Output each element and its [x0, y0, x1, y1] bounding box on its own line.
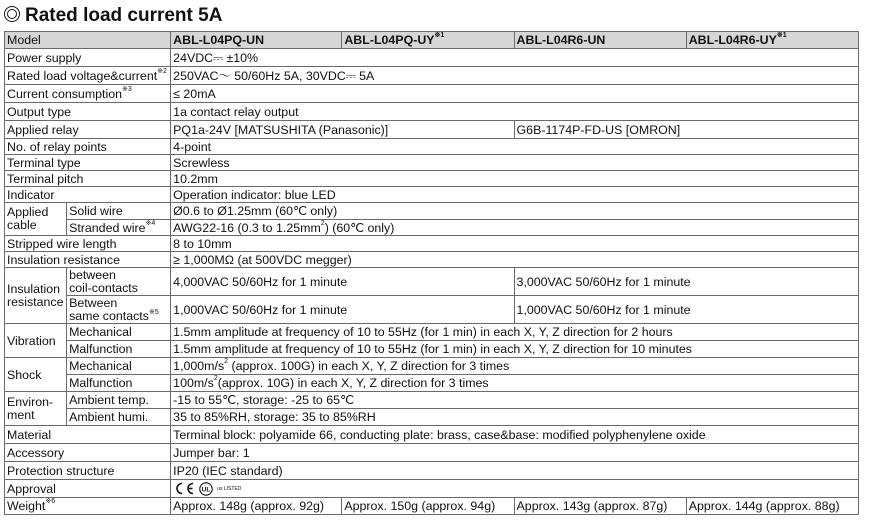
row-label: Indicator	[5, 187, 171, 203]
row-value: Screwless	[171, 155, 859, 171]
row-value: -15 to 55℃, storage: -25 to 65℃	[171, 392, 859, 409]
group-label-vibration: Vibration	[5, 324, 67, 358]
sub-label: Ambient humi.	[67, 409, 171, 426]
row-label: Current consumption$^{※3}$	[5, 85, 171, 103]
table-row	[5, 220, 859, 236]
sub-label: between coil-contacts	[67, 268, 171, 296]
model-label: Model	[5, 32, 171, 49]
row-value: 24VDC⎓ ±10%	[171, 49, 859, 67]
table-row	[5, 236, 859, 252]
table-row	[5, 375, 859, 392]
row-value: AWG22-16 (0.3 to $1.25mm^2$) (60℃ only)	[171, 220, 859, 236]
model-4: ABL-L04R6-UY$^{※1}$	[686, 32, 858, 49]
row-value-pq: 1,000VAC 50/60Hz for 1 minute	[171, 296, 514, 324]
row-value: 1a contact relay output	[171, 103, 859, 121]
row-label: Accessory	[5, 444, 171, 462]
model-2: ABL-L04PQ-UY$^{※1}$	[342, 32, 514, 49]
row-label: Power supply	[5, 49, 171, 67]
row-value: Terminal block: polyamide 66, conducting plate: brass, case&base: modified polyphenylene oxide	[171, 426, 859, 444]
model-3: ABL-L04R6-UN	[514, 32, 686, 49]
weight-2: Approx. 150g (approx. 94g)	[342, 498, 514, 515]
double-circle-icon	[4, 6, 20, 22]
row-label: Insulation resistance	[5, 252, 171, 268]
table-row	[5, 426, 859, 444]
sub-label: Between same contacts$^{※5}$	[67, 296, 171, 324]
row-value: 10.2mm	[171, 171, 859, 187]
table-row	[5, 444, 859, 462]
table-row	[5, 139, 859, 155]
row-value: ≥ 1,000MΩ (at 500VDC megger)	[171, 252, 859, 268]
row-value	[171, 480, 859, 498]
group-label-environment: Environ- ment	[5, 392, 67, 426]
row-value: 1.5mm amplitude at frequency of 10 to 55Hz (for 1 min) in each X, Y, Z direction for 10 minutes	[171, 341, 859, 358]
weight-1: Approx. 148g (approx. 92g)	[171, 498, 342, 515]
row-value-r6: G6B-1174P-FD-US [OMRON]	[514, 121, 858, 139]
table-row	[5, 324, 859, 341]
group-label-shock: Shock	[5, 358, 67, 392]
model-1: ABL-L04PQ-UN	[171, 32, 342, 49]
table-row	[5, 121, 859, 139]
table-row	[5, 480, 859, 498]
approval-marks	[173, 482, 241, 496]
table-row	[5, 409, 859, 426]
row-value: $1,000m/s^2$ (approx. 100G) in each X, Y, Z direction for 3 times	[171, 358, 859, 375]
title-text: Rated load current 5A	[25, 5, 223, 26]
row-label: Material	[5, 426, 171, 444]
table-row	[5, 67, 859, 85]
row-label: No. of relay points	[5, 139, 171, 155]
row-label: Applied relay	[5, 121, 171, 139]
row-value-r6: 3,000VAC 50/60Hz for 1 minute	[514, 268, 858, 296]
table-row	[5, 103, 859, 121]
table-row	[5, 203, 859, 220]
row-label: Terminal type	[5, 155, 171, 171]
row-label: Protection structure	[5, 462, 171, 480]
row-value: ≤ 20mA	[171, 85, 859, 103]
sub-label: Malfunction	[67, 375, 171, 392]
table-row	[5, 296, 859, 324]
table-row	[5, 171, 859, 187]
row-value-pq: PQ1a-24V [MATSUSHITA (Panasonic)]	[171, 121, 514, 139]
table-row	[5, 392, 859, 409]
row-value: IP20 (IEC standard)	[171, 462, 859, 480]
table-row	[5, 187, 859, 203]
ce-mark-icon	[173, 482, 195, 495]
row-value: Jumper bar: 1	[171, 444, 859, 462]
table-row	[5, 155, 859, 171]
page-title	[4, 4, 222, 28]
sub-label: Ambient temp.	[67, 392, 171, 409]
row-value: Operation indicator: blue LED	[171, 187, 859, 203]
row-value: 4-point	[171, 139, 859, 155]
row-label: Approval	[5, 480, 171, 498]
table-row	[5, 358, 859, 375]
row-label: Stripped wire length	[5, 236, 171, 252]
sub-label: Mechanical	[67, 324, 171, 341]
sub-label: Stranded wire$^{※4}$	[67, 220, 171, 236]
row-value: 35 to 85%RH, storage: 35 to 85%RH	[171, 409, 859, 426]
table-row	[5, 49, 859, 67]
row-value-r6: 1,000VAC 50/60Hz for 1 minute	[514, 296, 858, 324]
row-value: Ø0.6 to Ø1.25mm (60℃ only)	[171, 203, 859, 220]
row-label: Terminal pitch	[5, 171, 171, 187]
table-row	[5, 341, 859, 358]
spec-table	[4, 31, 859, 515]
group-label-applied-cable: Applied cable	[5, 203, 67, 236]
table-row	[5, 462, 859, 480]
weight-4: Approx. 144g (approx. 88g)	[686, 498, 858, 515]
row-label: Output type	[5, 103, 171, 121]
table-row	[5, 498, 859, 515]
table-row	[5, 85, 859, 103]
sub-label: Malfunction	[67, 341, 171, 358]
sub-label: Solid wire	[67, 203, 171, 220]
ul-listed-text: us LISTED	[217, 485, 242, 492]
table-row	[5, 268, 859, 296]
ul-mark-text: UL	[201, 486, 211, 494]
row-label: Rated load voltage&current$^{※2}$	[5, 67, 171, 85]
sub-label: Mechanical	[67, 358, 171, 375]
row-value: 250VAC～ 50/60Hz 5A, 30VDC⎓ 5A	[171, 67, 859, 85]
row-value: 1.5mm amplitude at frequency of 10 to 55Hz (for 1 min) in each X, Y, Z direction for 2 hours	[171, 324, 859, 341]
row-value: $100m/s^2(approx$. 10G) in each X, Y, Z direction for 3 times	[171, 375, 859, 392]
table-row	[5, 252, 859, 268]
weight-3: Approx. 143g (approx. 87g)	[514, 498, 686, 515]
ul-mark-icon	[198, 482, 214, 496]
group-label-insulation: Insulation resistance	[5, 268, 67, 324]
row-label: Weight$^{※6}$	[5, 498, 171, 515]
row-value: 8 to 10mm	[171, 236, 859, 252]
header-row	[5, 32, 859, 49]
row-value-pq: 4,000VAC 50/60Hz for 1 minute	[171, 268, 514, 296]
